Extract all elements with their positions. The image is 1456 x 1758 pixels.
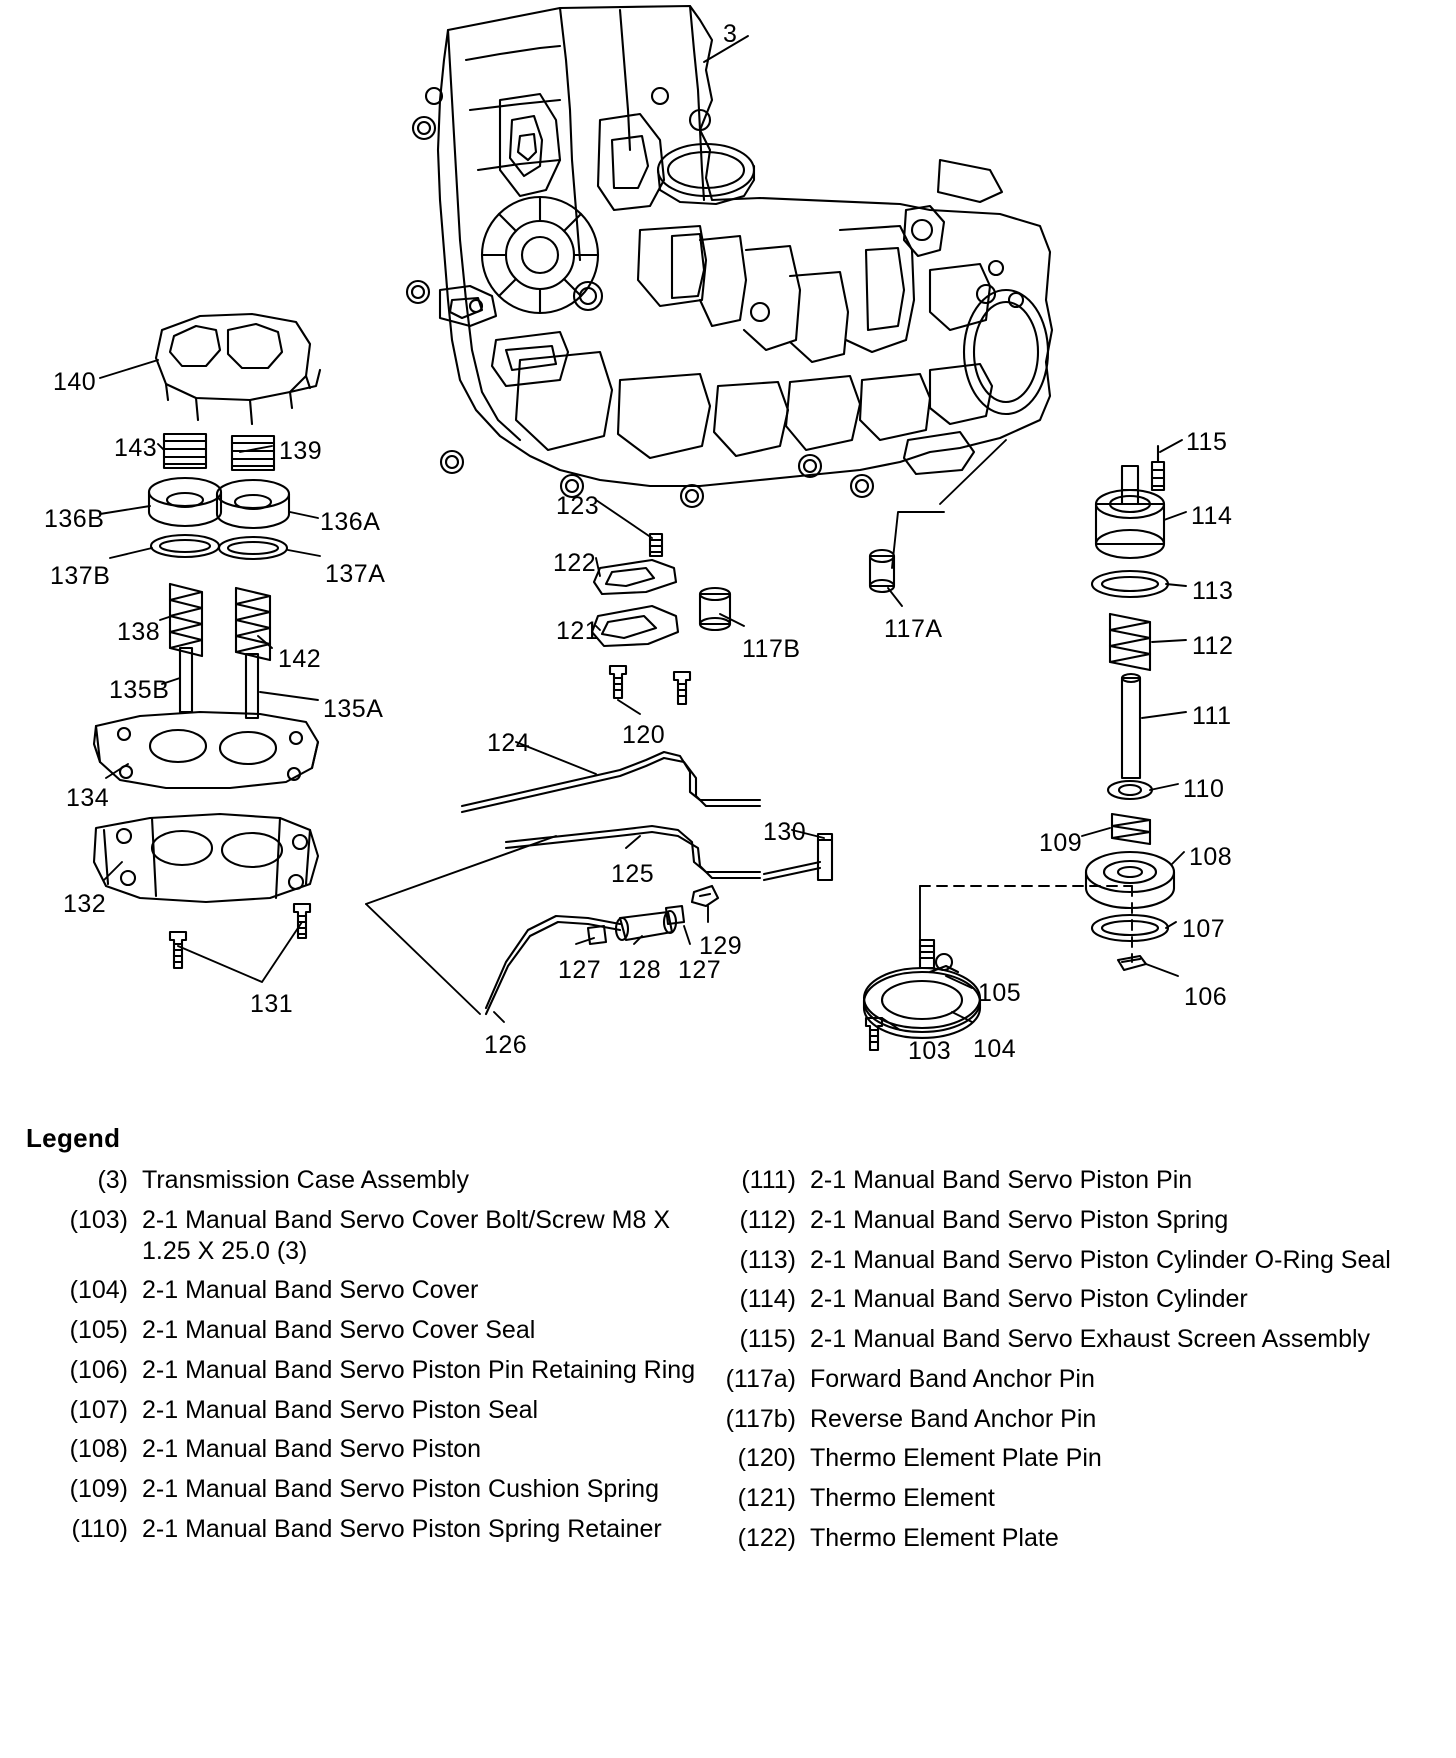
callout-135a: 135A (323, 695, 384, 723)
callout-109: 109 (1039, 829, 1083, 857)
callout-139: 139 (279, 437, 323, 465)
legend-item-text: 2-1 Manual Band Servo Piston Cylinder O-Ring Seal (810, 1245, 1391, 1274)
legend-item (714, 1523, 1414, 1554)
callout-137b: 137B (50, 562, 111, 590)
legend-item-text: 2-1 Manual Band Servo Cover (142, 1276, 479, 1305)
servo-cover-group (864, 940, 980, 1050)
legend-item (46, 1474, 706, 1505)
legend-item-number: (3) (97, 1166, 128, 1194)
legend-item (46, 1275, 706, 1306)
legend-item (714, 1205, 1414, 1236)
callout-126: 126 (484, 1031, 528, 1059)
legend-item-number: (107) (69, 1395, 128, 1424)
callout-107: 107 (1182, 915, 1226, 943)
callout-127-left: 127 (558, 956, 602, 984)
callout-127-right: 127 (678, 956, 722, 984)
thermo-element-group (592, 534, 894, 704)
legend-item (46, 1514, 706, 1545)
callout-120: 120 (622, 721, 666, 749)
callout-3: 3 (723, 20, 738, 48)
callout-122: 122 (553, 549, 597, 577)
callout-136a: 136A (320, 508, 381, 536)
legend-item-number: (120) (737, 1444, 796, 1473)
callout-134: 134 (66, 784, 110, 812)
callout-103: 103 (908, 1037, 952, 1065)
legend-item-text: Forward Band Anchor Pin (810, 1364, 1095, 1393)
legend-item-text: Thermo Element (810, 1484, 995, 1512)
callout-117a: 117A (884, 615, 943, 643)
callout-117b: 117B (742, 635, 801, 663)
callout-140: 140 (53, 368, 97, 396)
callout-135b: 135B (109, 676, 170, 704)
callout-115: 115 (1186, 428, 1228, 456)
legend-title: Legend (26, 1123, 121, 1153)
callout-128: 128 (618, 956, 662, 984)
legend-item-text: Thermo Element Plate (810, 1523, 1059, 1552)
legend-item (46, 1165, 706, 1196)
legend-item-number: (117a) (725, 1364, 796, 1393)
legend-item (46, 1434, 706, 1465)
legend-item (714, 1284, 1414, 1315)
legend-item-text: 2-1 Manual Band Servo Cover Bolt/Screw M8 X 1.25 X 25.0 (3) (142, 1205, 671, 1265)
legend-item-number: (106) (69, 1355, 128, 1384)
legend-item (714, 1245, 1414, 1276)
legend-item (714, 1324, 1414, 1355)
legend-item-number: (117b) (725, 1404, 796, 1433)
legend-item-number: (108) (69, 1435, 128, 1464)
callout-143: 143 (114, 434, 158, 462)
legend-item (46, 1205, 706, 1267)
legend-item-text: 2-1 Manual Band Servo Piston Spring Retainer (142, 1514, 662, 1543)
callout-124: 124 (487, 729, 531, 757)
legend-item (714, 1404, 1414, 1435)
callout-106: 106 (1184, 983, 1228, 1011)
legend-item-number: (113) (739, 1245, 796, 1274)
legend-item (46, 1315, 706, 1346)
legend-item-text: 2-1 Manual Band Servo Piston Pin Retaining Ring (142, 1355, 696, 1384)
legend-item-number: (112) (739, 1205, 796, 1234)
legend-item-number: (114) (739, 1285, 796, 1314)
callout-142: 142 (278, 645, 322, 673)
legend-item-text: 2-1 Manual Band Servo Piston (142, 1435, 482, 1464)
callout-138: 138 (117, 618, 161, 646)
callout-105: 105 (978, 979, 1022, 1007)
legend-item-text: Thermo Element Plate Pin (810, 1444, 1102, 1473)
callout-121: 121 (556, 617, 600, 645)
callout-130: 130 (763, 818, 807, 846)
callout-136b: 136B (44, 505, 105, 533)
legend-item-text: 2-1 Manual Band Servo Piston Cushion Spring (142, 1475, 659, 1503)
transmission-case-outline (407, 6, 1052, 507)
callout-113: 113 (1192, 577, 1234, 605)
callout-110: 110 (1183, 775, 1225, 803)
callout-125: 125 (611, 860, 655, 888)
callout-137a: 137A (325, 560, 386, 588)
callout-111: 111 (1192, 702, 1232, 730)
callout-114: 114 (1191, 502, 1233, 530)
legend-item (714, 1165, 1414, 1196)
legend-item-number: (109) (69, 1475, 128, 1503)
legend-item-number: (110) (71, 1514, 128, 1543)
legend-item-number: (122) (737, 1523, 796, 1552)
callout-129: 129 (699, 932, 743, 960)
legend-item-number: (104) (69, 1276, 128, 1305)
legend-item-text: 2-1 Manual Band Servo Cover Seal (142, 1316, 536, 1344)
legend-item (714, 1443, 1414, 1474)
legend-column-left (46, 1165, 706, 1554)
callout-123: 123 (556, 492, 600, 520)
legend-item-number: (103) (69, 1205, 128, 1234)
legend-item-text: 2-1 Manual Band Servo Piston Spring (810, 1205, 1229, 1234)
legend-column-right (714, 1165, 1414, 1563)
legend-item (714, 1483, 1414, 1514)
legend-item (714, 1364, 1414, 1395)
callout-112: 112 (1192, 632, 1234, 660)
legend-item (46, 1395, 706, 1426)
legend-item-number: (121) (737, 1484, 796, 1512)
legend-item-text: Reverse Band Anchor Pin (810, 1404, 1097, 1433)
servo-piston-group (1086, 446, 1174, 970)
legend-item-text: 2-1 Manual Band Servo Piston Cylinder (810, 1285, 1248, 1314)
legend-item-text: Transmission Case Assembly (142, 1166, 469, 1194)
callout-104: 104 (973, 1035, 1017, 1063)
legend-item (46, 1355, 706, 1386)
callout-131: 131 (250, 990, 294, 1018)
legend-item-number: (115) (739, 1325, 796, 1353)
callout-132: 132 (63, 890, 107, 918)
legend-item-number: (111) (741, 1166, 796, 1194)
legend-item-text: 2-1 Manual Band Servo Piston Pin (810, 1166, 1193, 1194)
legend-item-number: (105) (69, 1316, 128, 1344)
legend-item-text: 2-1 Manual Band Servo Exhaust Screen Assembly (810, 1325, 1371, 1353)
callout-108: 108 (1189, 843, 1233, 871)
legend-item-text: 2-1 Manual Band Servo Piston Seal (142, 1395, 539, 1424)
